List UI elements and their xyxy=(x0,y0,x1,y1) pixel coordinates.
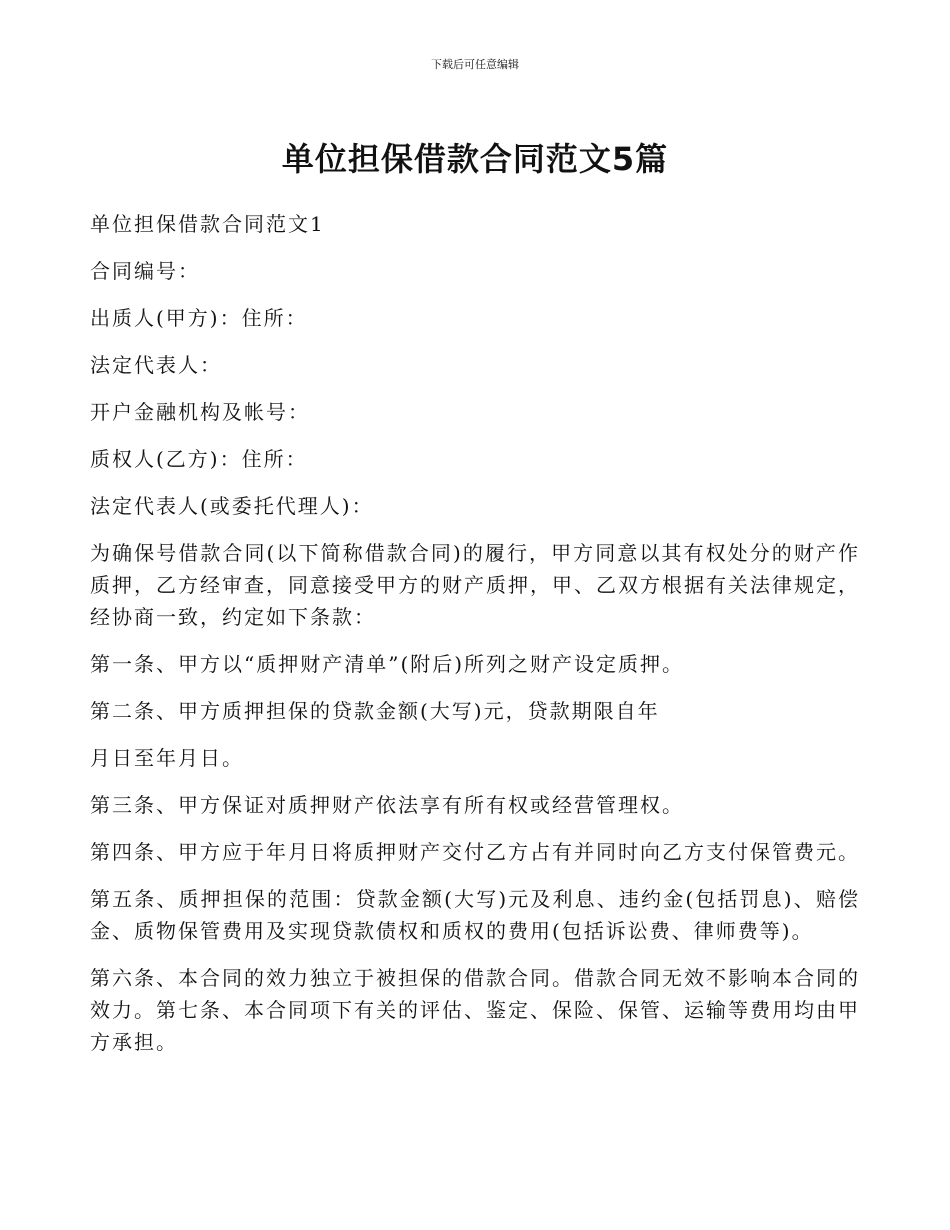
paragraph-article-2: 第二条、甲方质押担保的贷款金额(大写)元，贷款期限自年 xyxy=(90,699,660,723)
paragraph-agent: 法定代表人(或委托代理人)： xyxy=(90,494,374,518)
paragraph-bank-account: 开户金融机构及帐号： xyxy=(90,400,310,424)
paragraph-pledgee: 质权人(乙方)：住所： xyxy=(90,447,308,471)
paragraph-contract-number: 合同编号： xyxy=(90,259,200,283)
paragraph-section-heading: 单位担保借款合同范文1 xyxy=(90,212,325,236)
paragraph-preamble: 为确保号借款合同(以下简称借款合同)的履行，甲方同意以其有权处分的财产作质押，乙方经审查，同意接受甲方的财产质押，甲、乙双方根据有关法律规定，经协商一致，约定如下条款： xyxy=(90,541,860,629)
paragraph-article-5: 第五条、质押担保的范围：贷款金额(大写)元及利息、违约金(包括罚息)、赔偿金、质物保管费用及实现贷款债权和质权的费用(包括诉讼费、律师费等)。 xyxy=(90,887,860,943)
header-note: 下载后可任意编辑 xyxy=(431,58,519,71)
document-title: 单位担保借款合同范文5篇 xyxy=(281,140,669,178)
paragraph-article-3: 第三条、甲方保证对质押财产依法享有所有权或经营管理权。 xyxy=(90,793,684,817)
paragraph-pledgor: 出质人(甲方)：住所： xyxy=(90,306,308,330)
paragraph-article-4: 第四条、甲方应于年月日将质押财产交付乙方占有并同时向乙方支付保管费元。 xyxy=(90,840,860,864)
paragraph-article-2-cont: 月日至年月日。 xyxy=(90,746,244,770)
paragraph-article-1: 第一条、甲方以“质押财产清单”(附后)所列之财产设定质押。 xyxy=(90,652,685,676)
paragraph-article-6-7: 第六条、本合同的效力独立于被担保的借款合同。借款合同无效不影响本合同的效力。第七条、本合同项下有关的评估、鉴定、保险、保管、运输等费用均由甲方承担。 xyxy=(90,966,860,1054)
paragraph-legal-representative: 法定代表人： xyxy=(90,353,222,377)
document-body xyxy=(90,208,860,1073)
